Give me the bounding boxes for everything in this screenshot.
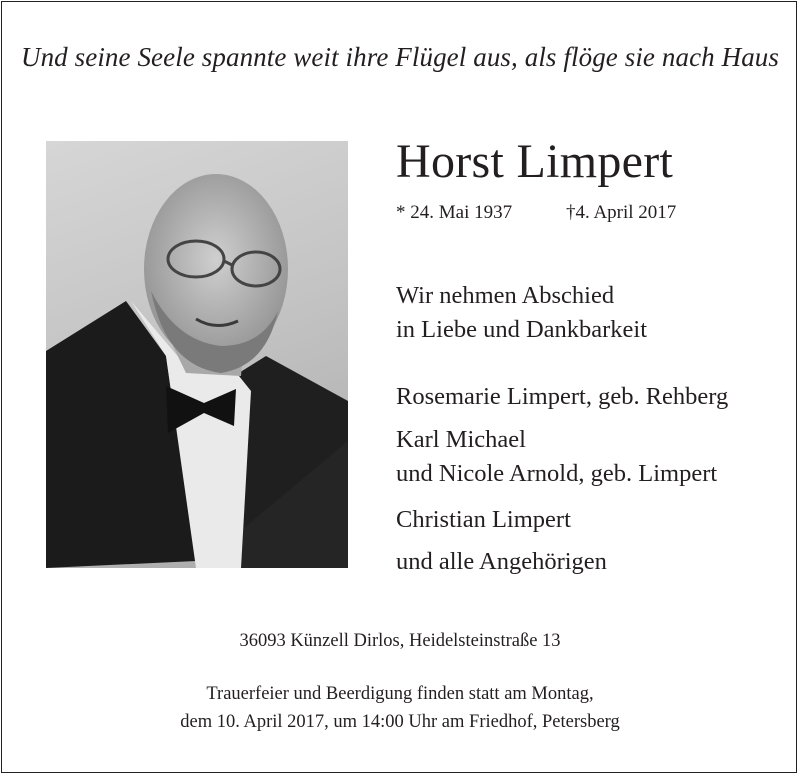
mourner-entry xyxy=(396,503,571,537)
farewell-text xyxy=(396,279,647,347)
portrait-photo xyxy=(46,141,348,568)
mourner-line: und alle Angehörigen xyxy=(396,548,607,575)
mourner-line: Karl Michael xyxy=(396,426,526,453)
birth-date: * 24. Mai 1937 xyxy=(396,202,513,223)
family-address: 36093 Künzell Dirlos, Heidelsteinstraße 13 xyxy=(239,631,561,651)
mourner-line: Rosemarie Limpert, geb. Rehberg xyxy=(396,383,729,410)
motto-quote: Und seine Seele spannte weit ihre Flügel aus, als flöge sie nach Haus xyxy=(20,42,780,72)
death-date: †4. April 2017 xyxy=(566,202,677,223)
funeral-service-info xyxy=(0,680,800,736)
mourner-line: und Nicole Arnold, geb. Limpert xyxy=(396,460,718,487)
mourner-entry xyxy=(396,423,717,491)
service-line: Trauerfeier und Beerdigung finden statt am Montag, xyxy=(206,684,594,704)
deceased-name: Horst Limpert xyxy=(396,135,674,188)
farewell-line: in Liebe und Dankbarkeit xyxy=(396,316,648,343)
mourner-entry xyxy=(396,545,607,579)
farewell-line: Wir nehmen Abschied xyxy=(396,282,615,309)
mourner-entry xyxy=(396,380,728,414)
service-line: dem 10. April 2017, um 14:00 Uhr am Friedhof, Petersberg xyxy=(180,712,620,732)
mourner-line: Christian Limpert xyxy=(396,506,571,533)
